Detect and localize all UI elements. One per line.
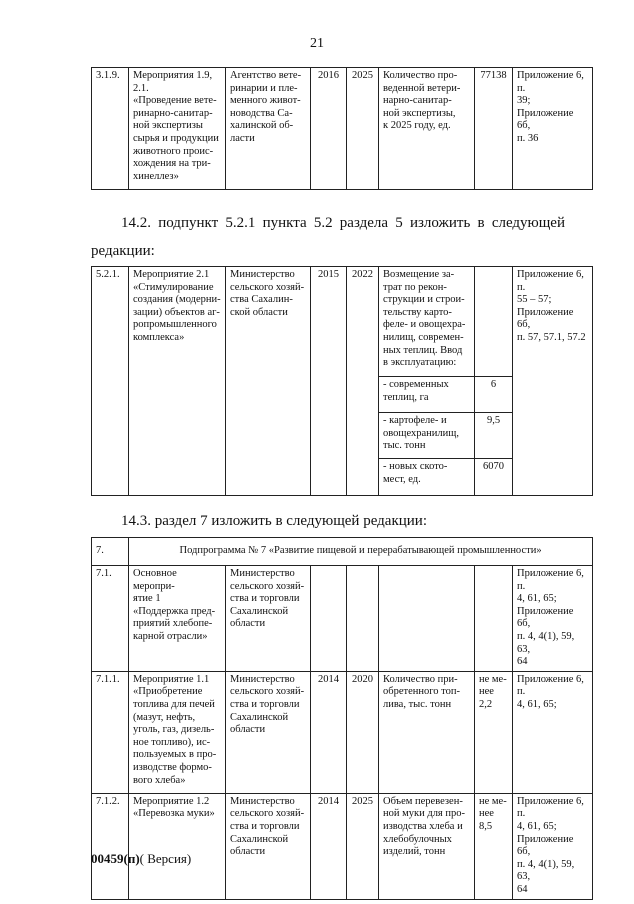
table-3-1-9 [91, 67, 593, 190]
reference-cell: Приложение 6, п. 55 – 57; Приложение 6б, п. 57, 57.1, 57.2 [513, 267, 593, 496]
indicator-cell: Количество про- веденной ветери- нарно-санитар- ной экспертизы, к 2025 году, ед. [379, 68, 475, 190]
reference-cell: Приложение 6, п. 39; Приложение 6б, п. 36 [513, 68, 593, 190]
reference-cell: Приложение 6, п. 4, 61, 65; [513, 671, 593, 793]
start-year: 2016 [311, 68, 347, 190]
indicator-cell: Возмещение за- трат по рекон- струкции и строи- тельству карто- феле- и овощехра- нилищ, современ- ных теплиц. Ввод в эксплуатацию: [379, 267, 475, 377]
reference-cell: Приложение 6, п. 4, 61, 65; Приложение 6б, п. 4, 4(1), 59, 63, 64 [513, 566, 593, 672]
indicator-cell [379, 566, 475, 672]
value-cell: не ме- нее 8,5 [475, 793, 513, 899]
event-cell: Основное меропри- ятие 1 «Поддержка пред- приятий хлебопе- карной отрасли» [129, 566, 226, 672]
value-cell [475, 267, 513, 377]
end-year: 2025 [347, 68, 379, 190]
value-cell [475, 566, 513, 672]
row-number: 7.1. [92, 566, 129, 672]
table-row [92, 566, 593, 672]
executor-cell: Министерство сельского хозяй- ства и торговли Сахалинской области [226, 793, 311, 899]
indicator-sub-cell: - картофеле- и овощехранилищ, тыс. тонн [379, 413, 475, 459]
value-cell: 77138 [475, 68, 513, 190]
document-code: 00459(п) [91, 851, 140, 866]
row-number: 3.1.9. [92, 68, 129, 190]
start-year: 2015 [311, 267, 347, 496]
end-year [347, 566, 379, 672]
value-cell: 9,5 [475, 413, 513, 459]
table-row [92, 68, 593, 190]
indicator-sub-cell: - новых ското- мест, ед. [379, 459, 475, 496]
start-year: 2014 [311, 671, 347, 793]
end-year: 2020 [347, 671, 379, 793]
table-5-2-1 [91, 266, 593, 496]
table-row [92, 793, 593, 899]
executor-cell: Министерство сельского хозяй- ства и торговли Сахалинской области [226, 671, 311, 793]
event-cell: Мероприятия 1.9, 2.1. «Проведение вете- ринарно-санитар- ной экспертизы сырья и продукции животного проис- хождения на три- хинеллез» [129, 68, 226, 190]
table-row [92, 671, 593, 793]
row-number: 7. [92, 538, 129, 566]
executor-cell: Министерство сельского хозяй- ства Сахалин- ской области [226, 267, 311, 496]
page-number: 21 [310, 36, 324, 51]
document-version: ( Версия) [139, 851, 192, 866]
table-header-row [92, 538, 593, 566]
executor-cell: Министерство сельского хозяй- ства и торговли Сахалинской области [226, 566, 311, 672]
heading-14-2-cont: редакции: [91, 243, 155, 259]
end-year: 2022 [347, 267, 379, 496]
table-row [92, 267, 593, 377]
event-cell: Мероприятие 1.1 «Приобретение топлива для печей (мазут, нефть, уголь, газ, дизель- ное топливо), ис- пользуемых в про- изводстве формо- вого хлеба» [129, 671, 226, 793]
row-number: 7.1.2. [92, 793, 129, 899]
indicator-cell: Количество при- обретенного топ- лива, тыс. тонн [379, 671, 475, 793]
end-year: 2025 [347, 793, 379, 899]
event-cell: Мероприятие 1.2 «Перевозка муки» [129, 793, 226, 899]
start-year: 2014 [311, 793, 347, 899]
indicator-cell: Объем перевезен- ной муки для про- изводства хлеба и хлебобулочных изделий, тонн [379, 793, 475, 899]
table-subprogram-7 [91, 537, 593, 900]
subprogram-title: Подпрограмма № 7 «Развитие пищевой и перерабатывающей промышленности» [129, 538, 593, 566]
indicator-sub-cell: - современных теплиц, га [379, 377, 475, 413]
row-number: 7.1.1. [92, 671, 129, 793]
value-cell: 6070 [475, 459, 513, 496]
document-footer [91, 851, 191, 867]
value-cell: 6 [475, 377, 513, 413]
executor-cell: Агентство вете- ринарии и пле- менного живот- новодства Са- халинской об- ласти [226, 68, 311, 190]
row-number: 5.2.1. [92, 267, 129, 496]
start-year [311, 566, 347, 672]
event-cell: Мероприятие 2.1 «Стимулирование создания (модерни- зации) объектов аг- ропромышленного комплекса» [129, 267, 226, 496]
reference-cell: Приложение 6, п. 4, 61, 65; Приложение 6б, п. 4, 4(1), 59, 63, 64 [513, 793, 593, 899]
value-cell: не ме- нее 2,2 [475, 671, 513, 793]
heading-14-3: 14.3. раздел 7 изложить в следующей редакции: [121, 513, 427, 529]
heading-14-2: 14.2. подпункт 5.2.1 пункта 5.2 раздела 5 изложить в следующей [121, 215, 565, 231]
